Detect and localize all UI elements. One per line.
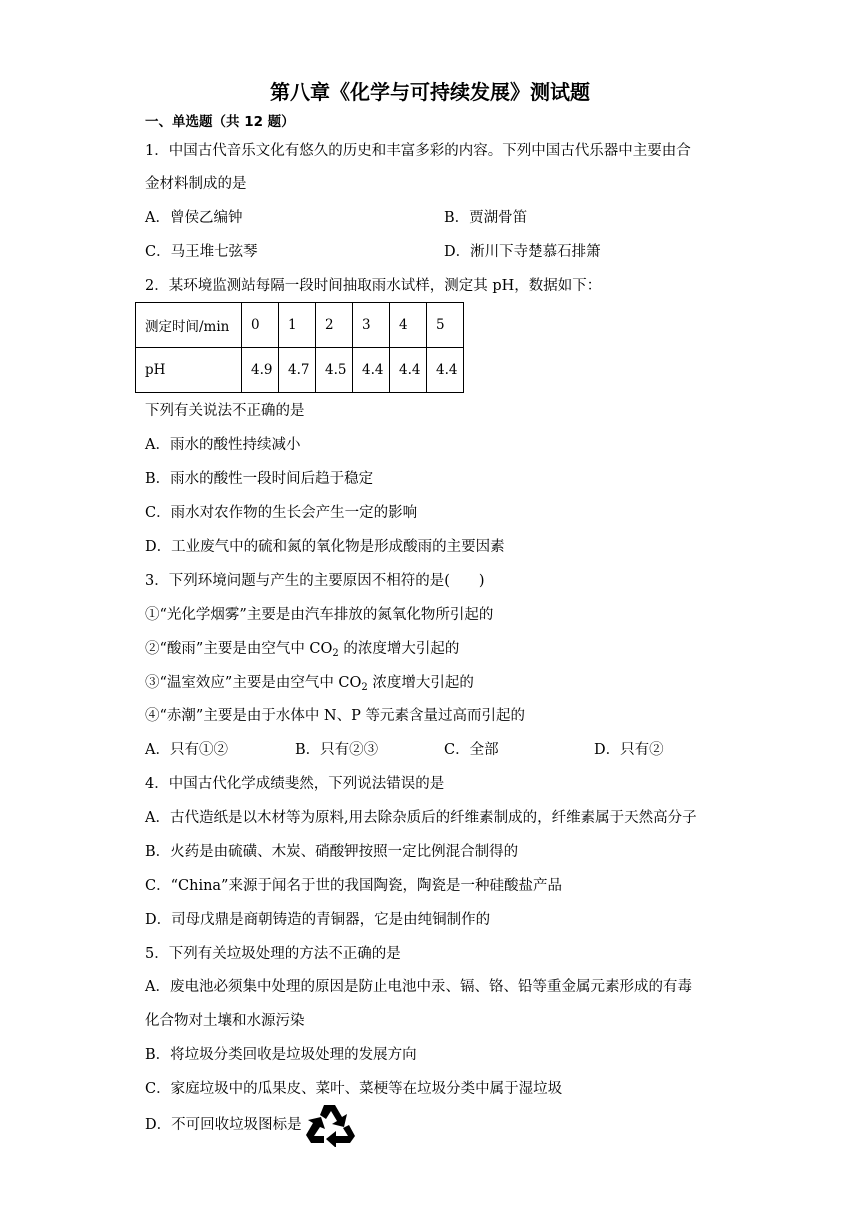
page-title: 第八章《化学与可持续发展》测试题 (270, 80, 590, 104)
ph-cell: 4.4 (353, 348, 390, 393)
recycle-icon (305, 1101, 357, 1147)
q2-option-d: D．工业废气中的硫和氮的氧化物是形成酸雨的主要因素 (145, 539, 505, 555)
q2-option-a: A．雨水的酸性持续减小 (145, 437, 301, 453)
q4-stem: 4．中国古代化学成绩斐然，下列说法错误的是 (145, 776, 445, 792)
table-row-time (136, 303, 464, 348)
q4-option-a: A．古代造纸是以木材等为原料,用去除杂质后的纤维素制成的，纤维素属于天然高分子 (145, 810, 697, 826)
q3-option-d: D．只有② (594, 742, 664, 758)
q5-option-a-line1: A．废电池必须集中处理的原因是防止电池中汞、镉、铬、铅等重金属元素形成的有毒 (145, 979, 692, 995)
q3-option-a: A．只有①② (145, 742, 228, 758)
q2-stem: 2．某环境监测站每隔一段时间抽取雨水试样，测定其 pH，数据如下： (145, 278, 602, 294)
table-header-time: 测定时间/min (136, 303, 242, 348)
q5-option-a-line2: 化合物对土壤和水源污染 (145, 1013, 305, 1029)
time-cell: 3 (353, 303, 390, 348)
q5-option-b: B．将垃圾分类回收是垃圾处理的发展方向 (145, 1047, 417, 1063)
ph-cell: 4.4 (427, 348, 464, 393)
q1-stem-line2: 金材料制成的是 (145, 176, 247, 192)
q3-option-c: C．全部 (444, 742, 499, 758)
q3-statement-3: ③“温室效应”主要是由空气中 $CO_2$ 浓度增大引起的 (145, 675, 474, 693)
table-header-ph: pH (136, 348, 242, 393)
q2-option-b: B．雨水的酸性一段时间后趋于稳定 (145, 471, 374, 487)
q1-option-d: D．淅川下寺楚慕石排箫 (444, 244, 601, 260)
q1-stem-line1: 1．中国古代音乐文化有悠久的历史和丰富多彩的内容。下列中国古代乐器中主要由合 (145, 143, 691, 159)
ph-data-table (135, 302, 464, 393)
q1-option-c: C．马王堆七弦琴 (145, 244, 258, 260)
time-cell: 2 (316, 303, 353, 348)
q4-option-d: D．司母戊鼎是商朝铸造的青铜器，它是由纯铜制作的 (145, 912, 491, 928)
q5-option-c: C．家庭垃圾中的瓜果皮、菜叶、菜梗等在垃圾分类中属于湿垃圾 (145, 1081, 563, 1097)
q5-option-d: D．不可回收垃圾图标是 (145, 1117, 302, 1133)
q3-statement-2: ②“酸雨”主要是由空气中 $CO_2$ 的浓度增大引起的 (145, 641, 460, 659)
time-cell: 5 (427, 303, 464, 348)
ph-cell: 4.7 (279, 348, 316, 393)
time-cell: 4 (390, 303, 427, 348)
ph-cell: 4.4 (390, 348, 427, 393)
q3-statement-1: ①“光化学烟雾”主要是由汽车排放的氮氧化物所引起的 (145, 607, 494, 623)
table-row-ph (136, 348, 464, 393)
q1-option-a: A．曾侯乙编钟 (145, 210, 243, 226)
q3-statement-4: ④“赤潮”主要是由于水体中 N、P 等元素含量过高而引起的 (145, 708, 525, 724)
q4-option-b: B．火药是由硫磺、木炭、硝酸钾按照一定比例混合制得的 (145, 844, 519, 860)
q5-stem: 5．下列有关垃圾处理的方法不正确的是 (145, 946, 401, 962)
time-cell: 1 (279, 303, 316, 348)
q2-prompt: 下列有关说法不正确的是 (145, 403, 305, 419)
ph-cell: 4.5 (316, 348, 353, 393)
section-heading: 一、单选题（共 12 题） (145, 114, 295, 130)
q4-option-c: C．“China”来源于闻名于世的我国陶瓷，陶瓷是一种硅酸盐产品 (145, 878, 562, 894)
q3-option-b: B．只有②③ (295, 742, 379, 758)
ph-cell: 4.9 (242, 348, 279, 393)
q1-option-b: B．贾湖骨笛 (444, 210, 528, 226)
q2-option-c: C．雨水对农作物的生长会产生一定的影响 (145, 505, 418, 521)
q3-stem: 3．下列环境问题与产生的主要原因不相符的是( ) (145, 573, 485, 589)
time-cell: 0 (242, 303, 279, 348)
